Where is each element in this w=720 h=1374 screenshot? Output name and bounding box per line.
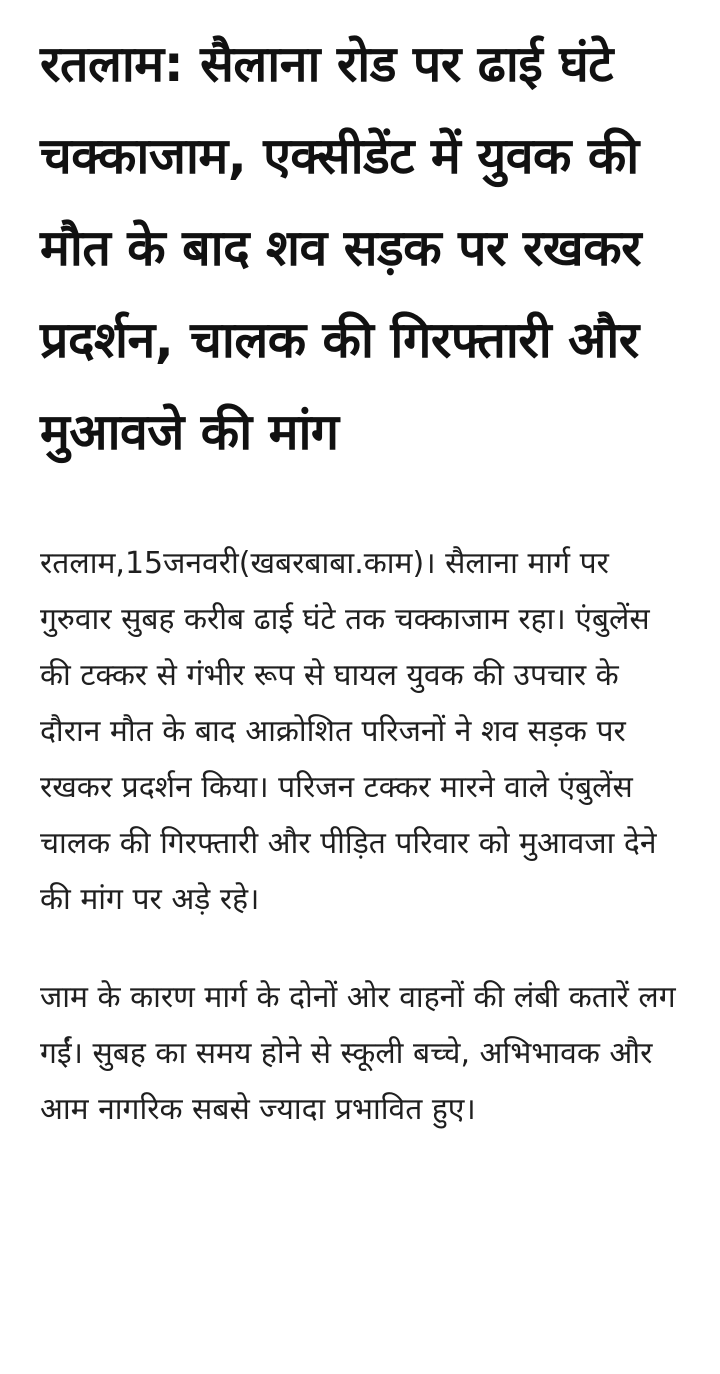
paragraph-2: जाम के कारण मार्ग के दोनों ओर वाहनों की लंबी कतारें लग गईं। सुबह का समय होने से स्कूली बच्चे, अभिभावक और आम नागरिक सबसे ज्यादा प्रभावित हुए। xyxy=(40,980,676,1127)
article-body xyxy=(40,536,680,1138)
paragraph-1: रतलाम,15जनवरी(खबरबाबा.काम)। सैलाना मार्ग पर गुरुवार सुबह करीब ढाई घंटे तक चक्काजाम रहा। एंबुलेंस की टक्कर से गंभीर रूप से घायल युवक की उपचार के दौरान मौत के बाद आक्रोशित परिजनों ने शव सड़क पर रखकर प्रदर्शन किया। परिजन टक्कर मारने वाले एंबुलेंस चालक की गिरफ्तारी और पीड़ित परिवार को मुआवजा देने की मांग पर अड़े रहे। xyxy=(40,546,657,917)
article-headline: रतलाम: सैलाना रोड पर ढाई घंटे चक्काजाम, एक्सीडेंट में युवक की मौत के बाद शव सड़क पर रखकर प्रदर्शन, चालक की गिरफ्तारी और मुआवजे की मांग xyxy=(40,35,642,461)
